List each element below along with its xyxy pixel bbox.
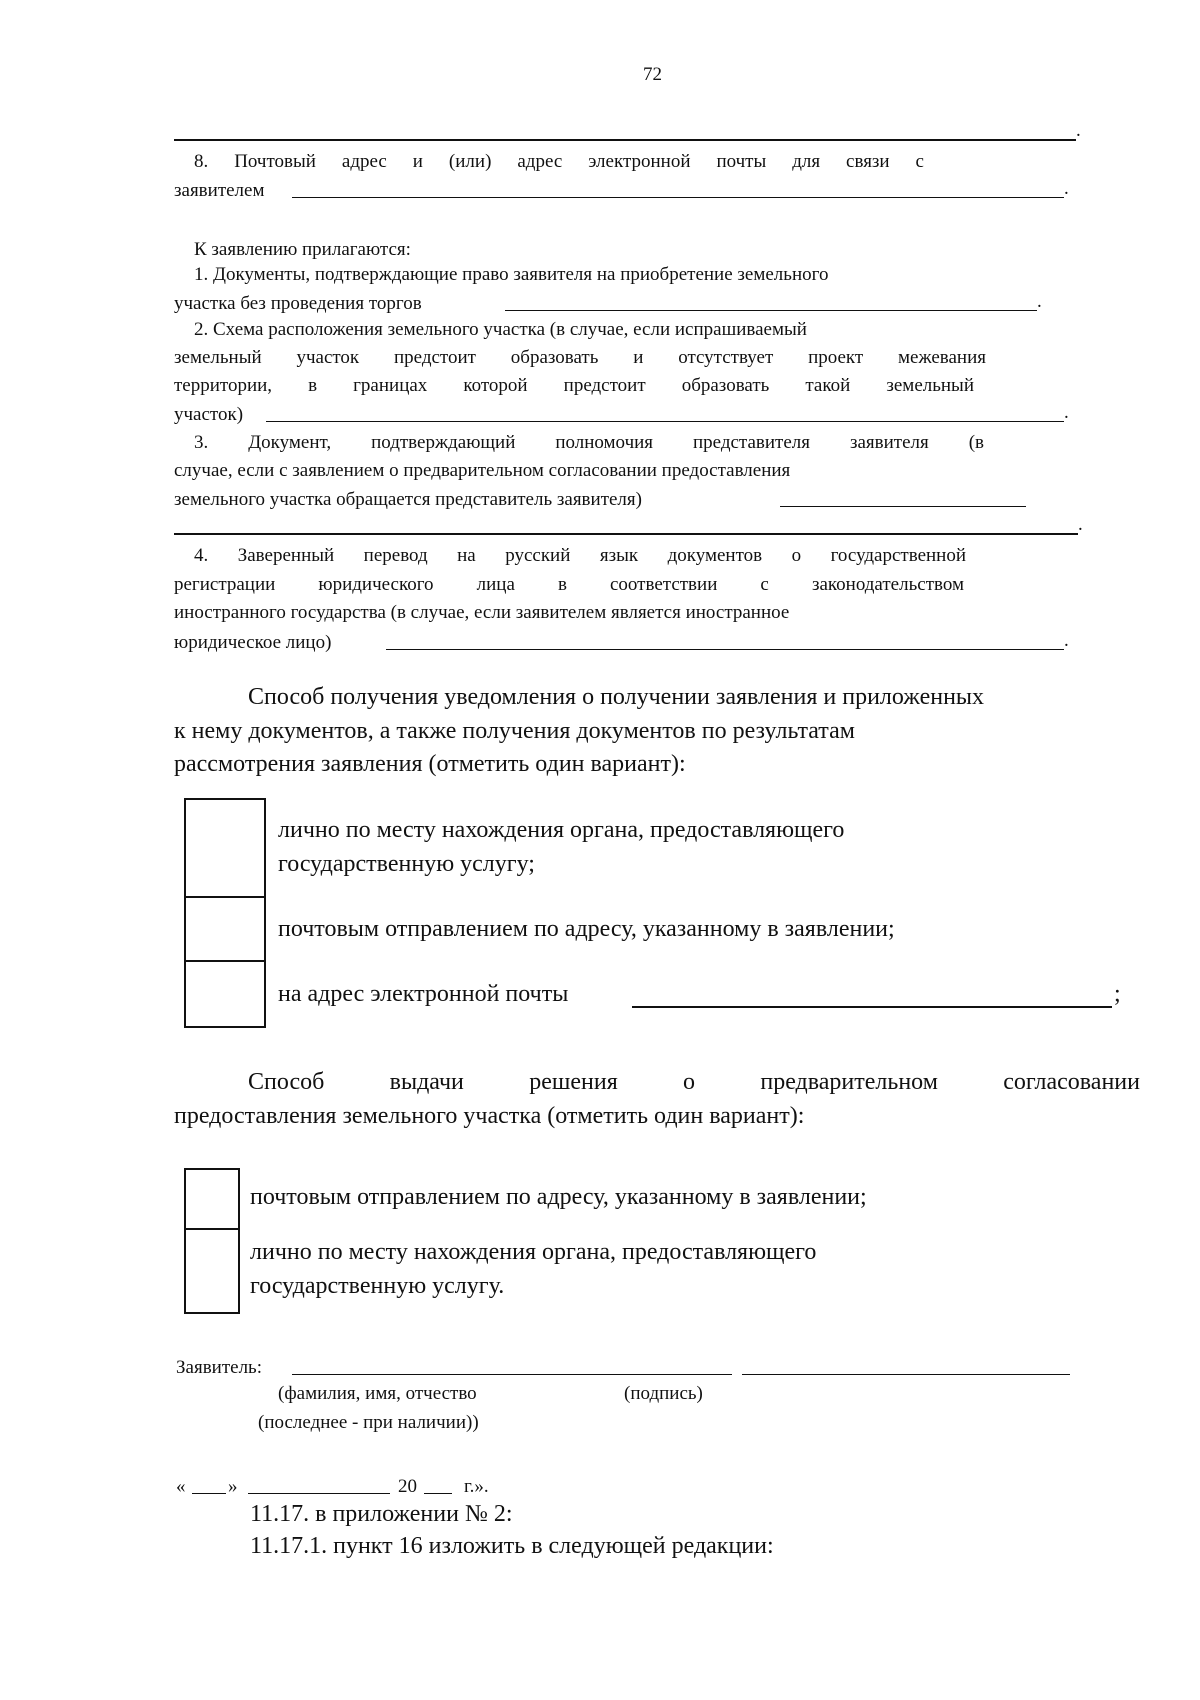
date-quote-open: «	[176, 1476, 186, 1497]
attachment4-field[interactable]	[386, 649, 1064, 650]
notification-option1-label-line2: государственную услугу;	[278, 851, 535, 877]
line-period: .	[1064, 402, 1069, 423]
line-period: .	[1076, 120, 1081, 141]
decision-option2-label-line2: государственную услугу.	[250, 1273, 505, 1299]
signature-caption: (подпись)	[624, 1383, 703, 1404]
notification-option1-label-line1: лично по месту нахождения органа, предоставляющего	[278, 817, 845, 843]
attachment4-line2: регистрации юридического лица в соответствии с законодательством	[174, 574, 964, 595]
attachment1-field[interactable]	[505, 310, 1037, 311]
item8-line2: заявителем	[174, 180, 265, 201]
attachment2-line3: территории, в границах которой предстоит образовать такой земельный	[174, 375, 974, 396]
notification-heading-line3: рассмотрения заявления (отметить один вариант):	[174, 751, 686, 777]
line-period: .	[1064, 178, 1069, 199]
line-period: .	[1078, 514, 1083, 535]
contact-address-field[interactable]	[292, 197, 1064, 198]
date-year-field[interactable]	[424, 1493, 452, 1494]
attachment3-field-continued[interactable]	[174, 533, 1078, 535]
attachment3-line1: 3. Документ, подтверждающий полномочия представителя заявителя (в	[194, 432, 984, 453]
date-year-suffix: г.».	[464, 1476, 489, 1497]
date-month-field[interactable]	[248, 1493, 390, 1494]
date-day-field[interactable]	[192, 1493, 226, 1494]
attachment4-line1: 4. Заверенный перевод на русский язык документов о государственной	[194, 545, 966, 566]
amendment-note2: 11.17.1. пункт 16 изложить в следующей редакции:	[250, 1533, 774, 1559]
decision-heading-line2: предоставления земельного участка (отметить один вариант):	[174, 1103, 805, 1129]
notification-option2-label: почтовым отправлением по адресу, указанному в заявлении;	[278, 916, 895, 942]
attachment2-line2: земельный участок предстоит образовать и отсутствует проект межевания	[174, 347, 986, 368]
notification-heading-line2: к нему документов, а также получения документов по результатам	[174, 718, 855, 744]
attachment4-line3: иностранного государства (в случае, если заявителем является иностранное	[174, 602, 790, 623]
line-period: .	[1064, 630, 1069, 651]
applicant-signature-field[interactable]	[742, 1374, 1070, 1375]
page-number: 72	[643, 64, 662, 85]
notification-option3-label: на адрес электронной почты	[278, 981, 569, 1007]
decision-option2-checkbox[interactable]	[184, 1228, 240, 1314]
notification-option1-checkbox[interactable]	[184, 798, 266, 898]
amendment-note1: 11.17. в приложении № 2:	[250, 1501, 513, 1527]
applicant-name-field[interactable]	[292, 1374, 732, 1375]
notification-option3-checkbox[interactable]	[184, 960, 266, 1028]
attachment3-line3: земельного участка обращается представитель заявителя)	[174, 489, 642, 510]
decision-option1-label: почтовым отправлением по адресу, указанному в заявлении;	[250, 1184, 867, 1210]
decision-option2-label-line1: лично по месту нахождения органа, предоставляющего	[250, 1239, 817, 1265]
notification-heading-line1: Способ получения уведомления о получении заявления и приложенных	[248, 684, 985, 710]
decision-option1-checkbox[interactable]	[184, 1168, 240, 1230]
attachment2-line4: участок)	[174, 404, 244, 425]
date-year-prefix: 20	[398, 1476, 417, 1497]
date-quote-close: »	[228, 1476, 238, 1497]
attachment3-line2: случае, если с заявлением о предварительном согласовании предоставления	[174, 460, 791, 481]
line-period: .	[1037, 291, 1042, 312]
attachment1-line2: участка без проведения торгов	[174, 293, 422, 314]
attachment4-line4: юридическое лицо)	[174, 632, 332, 653]
name-caption-line2: (последнее - при наличии))	[258, 1412, 479, 1433]
attachment2-field[interactable]	[266, 421, 1064, 422]
line-semicolon: ;	[1114, 981, 1121, 1007]
applicant-label: Заявитель:	[176, 1357, 262, 1378]
item8-line1: 8. Почтовый адрес и (или) адрес электронной почты для связи с	[194, 151, 924, 172]
name-caption-line1: (фамилия, имя, отчество	[278, 1383, 477, 1404]
attachment1-line1: 1. Документы, подтверждающие право заявителя на приобретение земельного	[194, 264, 829, 285]
notification-option2-checkbox[interactable]	[184, 896, 266, 962]
attachment3-field[interactable]	[780, 506, 1026, 507]
attachments-heading: К заявлению прилагаются:	[194, 239, 411, 260]
attachment2-line1: 2. Схема расположения земельного участка (в случае, если испрашиваемый	[194, 319, 807, 340]
notification-email-field[interactable]	[632, 1006, 1112, 1008]
decision-heading-line1: Способ выдачи решения о предварительном согласовании	[248, 1069, 1140, 1095]
top-blank-line[interactable]	[174, 139, 1076, 141]
